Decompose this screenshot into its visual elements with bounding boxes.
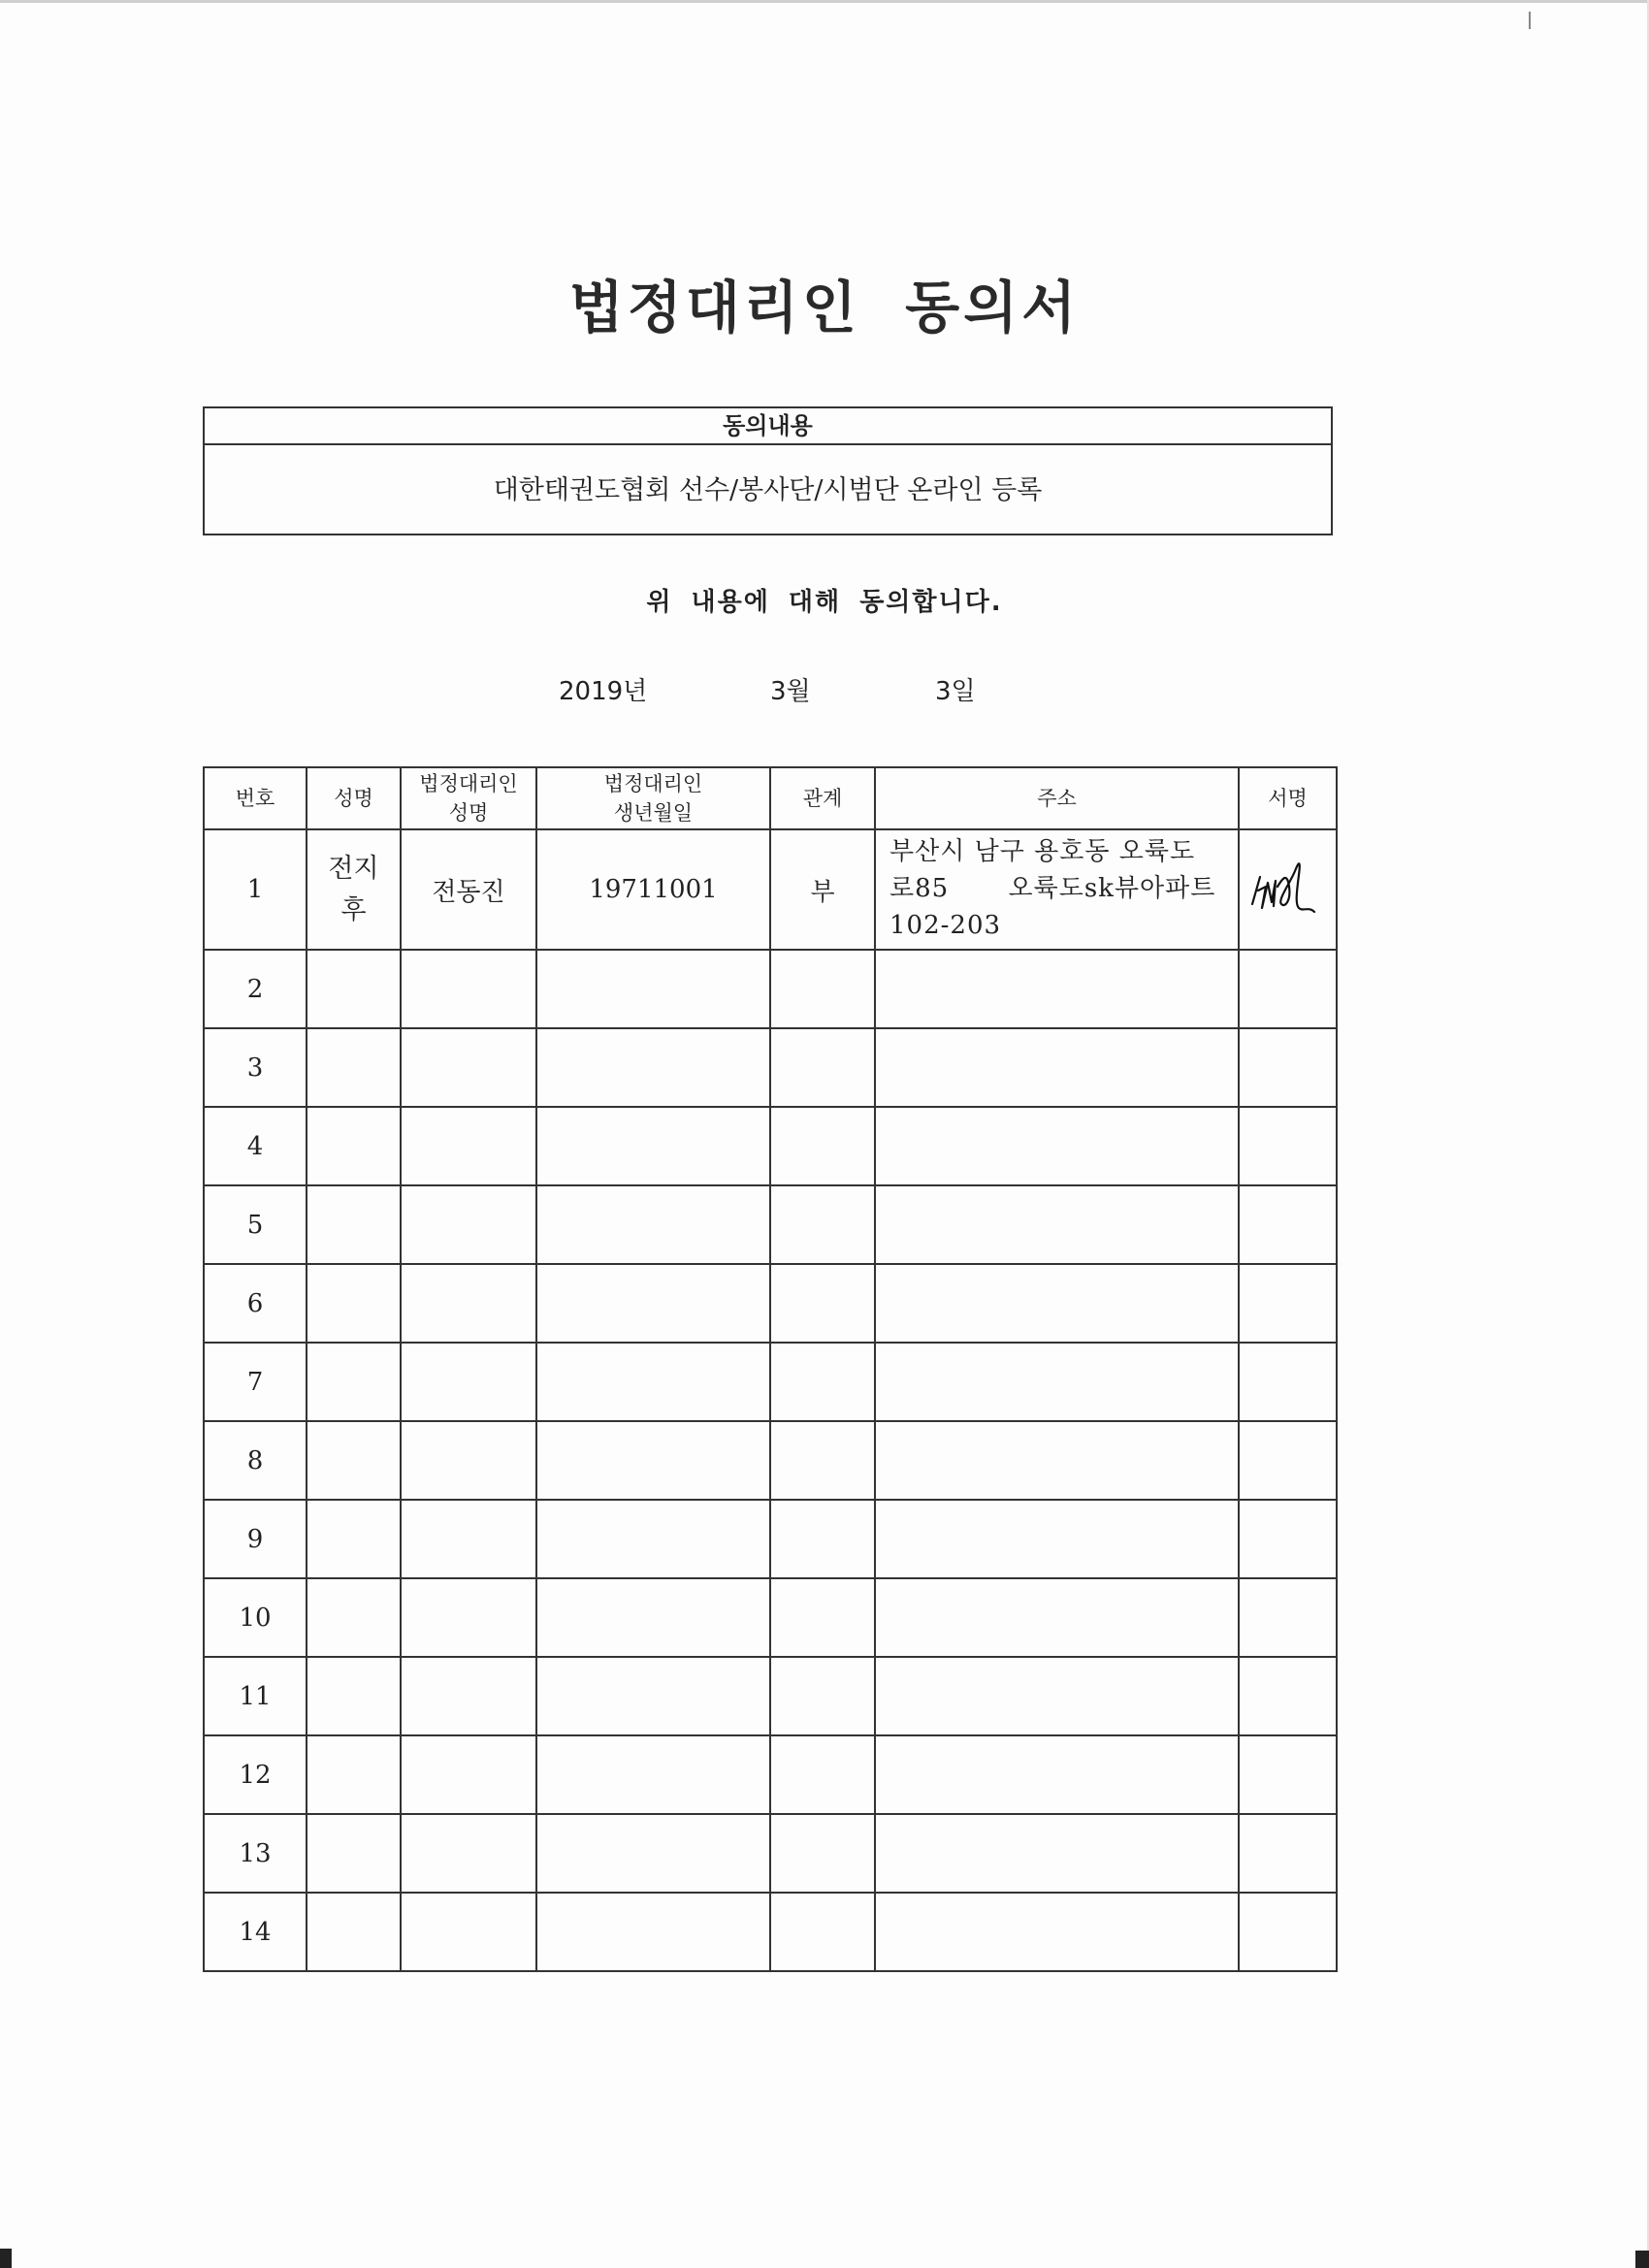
row-signature	[1239, 1657, 1337, 1735]
row-relation: 부	[770, 829, 875, 950]
row-relation	[770, 1578, 875, 1657]
row-guardian-name	[401, 1421, 536, 1500]
row-relation	[770, 1264, 875, 1343]
row-guardian-name	[401, 950, 536, 1028]
row-address-line3: 102-203	[889, 910, 1002, 940]
row-signature	[1239, 1735, 1337, 1814]
row-relation	[770, 1814, 875, 1893]
row-guardian-birth	[536, 1893, 770, 1971]
header-address: 주소	[875, 767, 1239, 829]
row-signature	[1239, 1500, 1337, 1578]
row-guardian-birth	[536, 1735, 770, 1814]
row-name	[307, 1107, 401, 1185]
header-signature: 서명	[1239, 767, 1337, 829]
table-row	[204, 1735, 1337, 1814]
row-signature	[1239, 950, 1337, 1028]
row-address	[875, 1421, 1239, 1500]
row-relation	[770, 1028, 875, 1107]
row-number: 14	[204, 1893, 307, 1971]
row-relation	[770, 1343, 875, 1421]
row-name	[307, 1264, 401, 1343]
row-guardian-name	[401, 1578, 536, 1657]
row-address-line2: 로85 오륙도sk뷰아파트	[889, 874, 1216, 904]
table-row	[204, 1578, 1337, 1657]
row-number: 8	[204, 1421, 307, 1500]
row-name	[307, 829, 401, 950]
header-name: 성명	[307, 767, 401, 829]
header-number: 번호	[204, 767, 307, 829]
row-address	[875, 1343, 1239, 1421]
row-relation	[770, 1107, 875, 1185]
row-address	[875, 1107, 1239, 1185]
row-name	[307, 1893, 401, 1971]
table-row	[204, 1893, 1337, 1971]
consent-box	[203, 406, 1333, 535]
agreement-statement: 위 내용에 대해 동의합니다.	[646, 588, 1003, 617]
row-relation	[770, 1735, 875, 1814]
consent-header: 동의내용	[205, 408, 1331, 445]
header-guardian-birth-line2: 생년월일	[613, 801, 694, 825]
row-signature	[1239, 1893, 1337, 1971]
row-address	[875, 1735, 1239, 1814]
row-number: 1	[204, 829, 307, 950]
row-address	[875, 1185, 1239, 1264]
header-guardian-name-line1: 법정대리인	[419, 771, 518, 795]
row-guardian-birth	[536, 1185, 770, 1264]
scan-edge-top	[0, 0, 1649, 3]
table-row	[204, 829, 1337, 950]
scan-mark-bottom-left	[0, 2249, 12, 2268]
row-guardian-name	[401, 1028, 536, 1107]
row-number: 9	[204, 1500, 307, 1578]
row-guardian-name	[401, 1343, 536, 1421]
consent-body: 대한태권도협회 선수/봉사단/시범단 온라인 등록	[493, 475, 1043, 505]
row-name	[307, 1657, 401, 1735]
row-relation	[770, 1185, 875, 1264]
table-row	[204, 1421, 1337, 1500]
row-address	[875, 1500, 1239, 1578]
row-number: 12	[204, 1735, 307, 1814]
table-row	[204, 1107, 1337, 1185]
table-row	[204, 1264, 1337, 1343]
registry-table	[203, 766, 1338, 1972]
header-relation: 관계	[770, 767, 875, 829]
row-address-line1: 부산시 남구 용호동 오륙도	[889, 837, 1196, 867]
row-guardian-birth	[536, 1264, 770, 1343]
row-guardian-name	[401, 1893, 536, 1971]
table-row	[204, 950, 1337, 1028]
row-name	[307, 1735, 401, 1814]
row-signature	[1239, 1578, 1337, 1657]
row-address	[875, 1657, 1239, 1735]
row-signature	[1239, 1814, 1337, 1893]
header-guardian-birth	[536, 767, 770, 829]
row-name	[307, 1028, 401, 1107]
row-guardian-name	[401, 1657, 536, 1735]
row-relation	[770, 1500, 875, 1578]
row-guardian-birth	[536, 1343, 770, 1421]
row-guardian-birth	[536, 1500, 770, 1578]
row-number: 13	[204, 1814, 307, 1893]
row-name	[307, 1421, 401, 1500]
row-guardian-birth	[536, 1421, 770, 1500]
row-guardian-name	[401, 1814, 536, 1893]
row-address	[875, 950, 1239, 1028]
header-guardian-name-line2: 성명	[448, 801, 489, 825]
date-month: 3월	[770, 677, 811, 706]
row-guardian-birth	[536, 1814, 770, 1893]
row-signature	[1239, 1107, 1337, 1185]
scan-mark	[1529, 12, 1531, 29]
row-number: 10	[204, 1578, 307, 1657]
row-guardian-birth	[536, 950, 770, 1028]
row-number: 3	[204, 1028, 307, 1107]
row-signature	[1239, 829, 1337, 950]
row-name	[307, 1185, 401, 1264]
row-relation	[770, 1657, 875, 1735]
row-signature	[1239, 1343, 1337, 1421]
row-guardian-name	[401, 1185, 536, 1264]
row-guardian-name	[401, 1500, 536, 1578]
row-address	[875, 1893, 1239, 1971]
row-guardian-birth	[536, 1657, 770, 1735]
row-number: 11	[204, 1657, 307, 1735]
row-guardian-name	[401, 1264, 536, 1343]
row-name	[307, 1814, 401, 1893]
table-row	[204, 1657, 1337, 1735]
row-address	[875, 1028, 1239, 1107]
table-row	[204, 1343, 1337, 1421]
handwritten-signature	[1246, 848, 1330, 931]
row-address	[875, 1578, 1239, 1657]
row-signature	[1239, 1028, 1337, 1107]
row-name-line2: 후	[340, 895, 367, 925]
document-title: 법정대리인 동의서	[568, 275, 1081, 340]
row-guardian-name	[401, 1107, 536, 1185]
row-signature	[1239, 1185, 1337, 1264]
table-row	[204, 1500, 1337, 1578]
row-number: 2	[204, 950, 307, 1028]
row-signature	[1239, 1264, 1337, 1343]
date-year: 2019년	[559, 677, 648, 706]
row-guardian-birth	[536, 1107, 770, 1185]
row-name-line1: 전지	[328, 853, 379, 884]
scan-mark-bottom-right	[1635, 2251, 1649, 2268]
table-row	[204, 1028, 1337, 1107]
row-number: 6	[204, 1264, 307, 1343]
row-name	[307, 1578, 401, 1657]
row-relation	[770, 1421, 875, 1500]
row-name	[307, 1343, 401, 1421]
row-number: 4	[204, 1107, 307, 1185]
row-guardian-name: 전동진	[401, 829, 536, 950]
header-guardian-birth-line1: 법정대리인	[603, 771, 703, 795]
row-guardian-name	[401, 1735, 536, 1814]
row-relation	[770, 950, 875, 1028]
row-number: 7	[204, 1343, 307, 1421]
row-guardian-birth	[536, 1028, 770, 1107]
row-name	[307, 950, 401, 1028]
row-name	[307, 1500, 401, 1578]
row-signature	[1239, 1421, 1337, 1500]
row-address	[875, 829, 1239, 950]
row-address	[875, 1814, 1239, 1893]
row-address	[875, 1264, 1239, 1343]
date-day: 3일	[935, 677, 976, 706]
row-guardian-birth	[536, 1578, 770, 1657]
row-guardian-birth: 19711001	[536, 829, 770, 950]
table-row	[204, 1185, 1337, 1264]
table-row	[204, 1814, 1337, 1893]
row-relation	[770, 1893, 875, 1971]
row-number: 5	[204, 1185, 307, 1264]
table-header-row	[204, 767, 1337, 829]
header-guardian-name	[401, 767, 536, 829]
